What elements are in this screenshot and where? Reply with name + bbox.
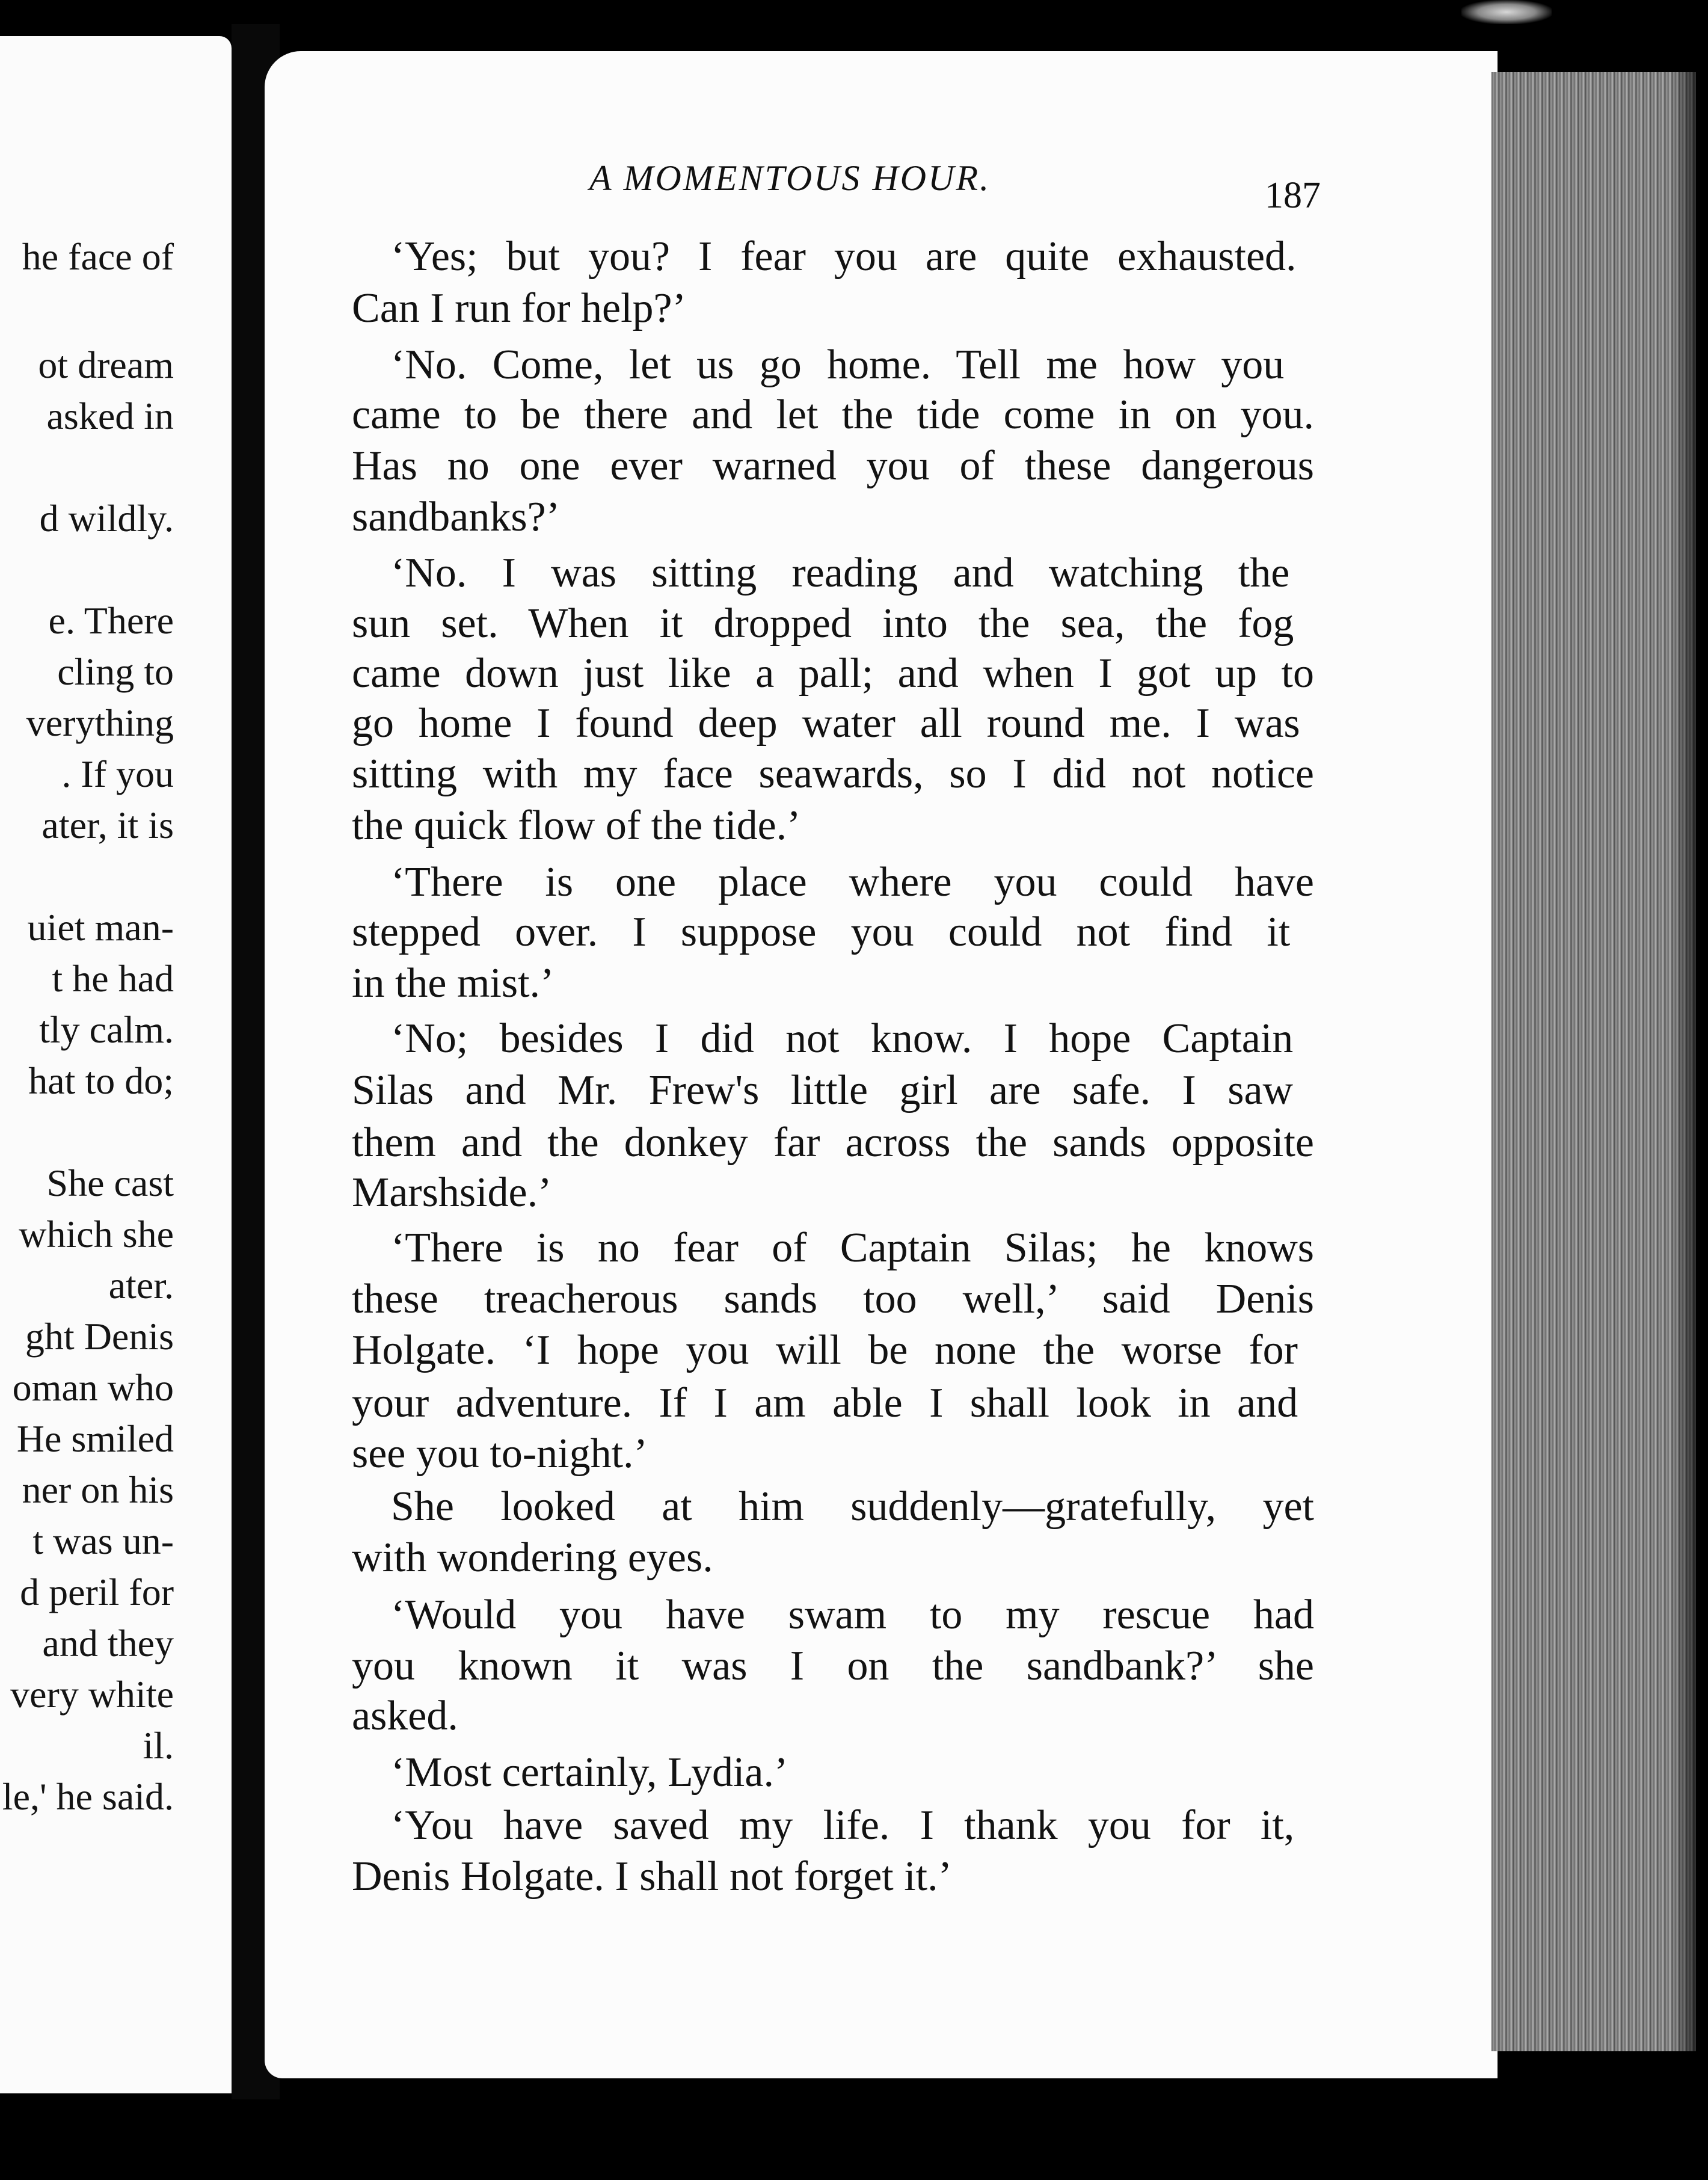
left-page-line: very white: [10, 1673, 174, 1716]
left-page-line: il.: [143, 1724, 174, 1767]
left-page-line: . If you: [61, 753, 174, 795]
body-line: came down just like a pall; and when I got up to: [352, 650, 1314, 697]
left-page-line: He smiled: [16, 1417, 174, 1460]
body-line: with wondering eyes.: [352, 1535, 713, 1581]
body-line: Can I run for help?’: [352, 285, 686, 331]
left-page-line: ner on his: [22, 1468, 174, 1511]
left-page-line: She cast: [46, 1162, 174, 1204]
body-line: ‘Yes; but you? I fear you are quite exhausted.: [391, 233, 1297, 280]
left-page-line: uiet man-: [27, 906, 174, 949]
left-page-line: which she: [19, 1213, 174, 1255]
body-line: Denis Holgate. I shall not forget it.’: [352, 1853, 952, 1900]
page-number: 187: [1265, 175, 1321, 216]
body-line: see you to-night.’: [352, 1430, 648, 1477]
running-header: A MOMENTOUS HOUR.: [589, 158, 991, 198]
body-line: asked.: [352, 1693, 458, 1739]
corner-speck: [1461, 0, 1552, 24]
body-line: you known it was I on the sandbank?’ she: [352, 1643, 1314, 1689]
body-line: ‘Most certainly, Lydia.’: [391, 1749, 788, 1796]
left-page-line: le,' he said.: [2, 1775, 174, 1818]
body-line: ‘No. Come, let us go home. Tell me how you: [391, 342, 1285, 388]
left-page-line: tly calm.: [39, 1008, 174, 1051]
body-line: Holgate. ‘I hope you will be none the worse for: [352, 1327, 1298, 1373]
left-page-line: ght Denis: [25, 1315, 174, 1358]
left-page-line: he face of: [22, 235, 174, 278]
left-page-line: d wildly.: [39, 497, 174, 540]
body-line: ‘No. I was sitting reading and watching the: [391, 550, 1290, 596]
page-edges: [1491, 72, 1696, 2051]
left-page-line: verything: [26, 701, 174, 744]
body-line: She looked at him suddenly—gratefully, yet: [391, 1483, 1314, 1530]
body-line: ‘Would you have swam to my rescue had: [391, 1592, 1314, 1638]
left-page-line: and they: [42, 1622, 174, 1664]
left-page-line: ater.: [108, 1264, 174, 1307]
body-line: came to be there and let the tide come in on you.: [352, 392, 1314, 438]
page-edges-shadow: [1672, 72, 1708, 2051]
body-line: the quick flow of the tide.’: [352, 802, 801, 849]
body-line: ‘There is one place where you could have: [391, 859, 1314, 905]
body-line: Has no one ever warned you of these dangerous: [352, 443, 1314, 489]
left-page-line: hat to do;: [28, 1059, 174, 1102]
body-line: ‘You have saved my life. I thank you for it,: [391, 1802, 1295, 1849]
body-line: sun set. When it dropped into the sea, the fog: [352, 600, 1294, 647]
left-page-line: cling to: [57, 650, 174, 693]
body-line: ‘There is no fear of Captain Silas; he knows: [391, 1225, 1314, 1271]
left-page-line: asked in: [46, 395, 174, 437]
left-page-line: t was un-: [32, 1520, 174, 1562]
body-line: them and the donkey far across the sands opposite: [352, 1119, 1314, 1166]
left-page-line: ater, it is: [41, 804, 174, 846]
body-line: ‘No; besides I did not know. I hope Captain: [391, 1015, 1294, 1062]
body-line: stepped over. I suppose you could not find it: [352, 909, 1291, 955]
body-line: go home I found deep water all round me. I was: [352, 700, 1300, 747]
left-page-line: t he had: [52, 957, 174, 1000]
left-page-line: d peril for: [20, 1571, 174, 1613]
body-line: your adventure. If I am able I shall look in and: [352, 1380, 1298, 1426]
body-line: these treacherous sands too well,’ said Denis: [352, 1276, 1314, 1322]
left-page-line: ot dream: [38, 343, 174, 386]
body-line: Silas and Mr. Frew's little girl are safe. I saw: [352, 1067, 1294, 1113]
body-line: Marshside.’: [352, 1169, 552, 1216]
body-line: in the mist.’: [352, 960, 554, 1006]
left-page: [0, 36, 232, 2093]
body-line: sandbanks?’: [352, 494, 561, 540]
left-page-line: oman who: [12, 1366, 174, 1409]
body-line: sitting with my face seawards, so I did not notice: [352, 751, 1314, 797]
left-page-line: e. There: [48, 599, 174, 642]
